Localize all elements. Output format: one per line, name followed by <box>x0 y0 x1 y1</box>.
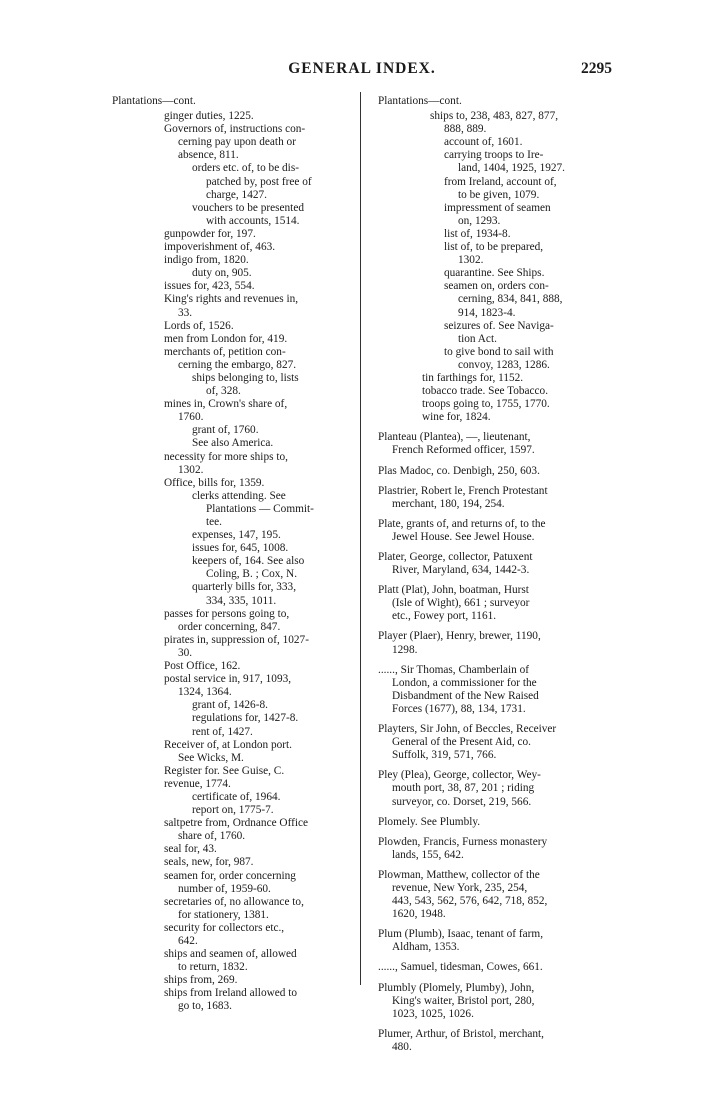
index-entry-line: Plate, grants of, and returns of, to the <box>378 517 546 530</box>
index-entry-line: 1302. <box>458 254 484 267</box>
entry-gap <box>378 511 613 518</box>
index-entry-line: for stationery, 1381. <box>178 908 269 921</box>
index-entry-line: seamen on, orders con- <box>444 280 549 293</box>
index-entry-line: security for collectors etc., <box>164 921 285 934</box>
index-entry-line: patched by, post free of <box>206 175 312 188</box>
index-entry-line: tin farthings for, 1152. <box>422 371 524 384</box>
index-entry-line: tobacco trade. See Tobacco. <box>422 385 549 398</box>
index-entry-line: 1620, 1948. <box>392 908 446 921</box>
index-entry-line: list of, 1934-8. <box>444 227 511 240</box>
index-entry-line: carrying troops to Ire- <box>444 149 544 162</box>
index-entry-line: Plomely. See Plumbly. <box>378 815 481 828</box>
index-entry-line: postal service in, 917, 1093, <box>164 673 292 686</box>
index-entry-line: go to, 1683. <box>178 1000 232 1013</box>
index-entry-line: quarterly bills for, 333, <box>192 581 297 594</box>
entry-gap <box>378 954 613 961</box>
index-entry-line: seal for, 43. <box>164 843 217 856</box>
index-entry-line: necessity for more ships to, <box>164 450 288 463</box>
index-entry-line: London, a commissioner for the <box>392 676 537 689</box>
index-entry-line: River, Maryland, 634, 1442-3. <box>392 564 530 577</box>
index-entry-line: Plowden, Francis, Furness monastery <box>378 835 548 848</box>
index-entry-line: 1302. <box>178 463 204 476</box>
index-entry-line: of, 328. <box>206 385 241 398</box>
index-entry-line: etc., Fowey port, 1161. <box>392 610 497 623</box>
index-entry-line: Plowman, Matthew, collector of the <box>378 868 540 881</box>
index-entry-line: revenue, New York, 235, 254, <box>392 881 528 894</box>
index-entry-line: 1298. <box>392 643 418 656</box>
index-entry-line: grant of, 1760. <box>192 424 259 437</box>
index-entry-line: passes for persons going to, <box>164 607 290 620</box>
entry-gap <box>378 975 613 982</box>
index-entry-line: Platt (Plat), John, boatman, Hurst <box>378 584 529 597</box>
index-entry-line: Pley (Plea), George, collector, Wey- <box>378 769 541 782</box>
entry-gap <box>378 657 613 664</box>
index-entry-line: Disbandment of the New Raised <box>392 689 539 702</box>
index-entry-line: ships and seamen of, allowed <box>164 948 297 961</box>
index-entry-line: mines in, Crown's share of, <box>164 398 288 411</box>
index-entry-line: on, 1293. <box>458 214 501 227</box>
index-entry-line: Plas Madoc, co. Denbigh, 250, 603. <box>378 464 540 477</box>
index-entry-line: cerning, 834, 841, 888, <box>458 293 563 306</box>
index-entry-line: Register for. See Guise, C. <box>164 764 285 777</box>
index-entry-line: impressment of seamen <box>444 201 551 214</box>
index-entry-line: Plumer, Arthur, of Bristol, merchant, <box>378 1027 545 1040</box>
entry-gap <box>378 762 613 769</box>
index-entry-line: ships from, 269. <box>164 974 238 987</box>
index-entry-line: See also America. <box>192 437 274 450</box>
index-entry-line: 480. <box>392 1040 412 1053</box>
index-entry-line: Plastrier, Robert le, French Protestant <box>378 484 548 497</box>
index-entry-line: surveyor, co. Dorset, 219, 566. <box>392 795 532 808</box>
index-entry-line: absence, 811. <box>178 149 239 162</box>
index-entry-line: rent of, 1427. <box>192 725 253 738</box>
index-entry-line: troops going to, 1755, 1770. <box>422 398 550 411</box>
index-entry-line: French Reformed officer, 1597. <box>392 444 535 457</box>
index-entry-line: cerning the embargo, 827. <box>178 358 297 371</box>
index-entry-line: men from London for, 419. <box>164 332 288 345</box>
index-entry-line: issues for, 423, 554. <box>164 280 255 293</box>
index-entry-line: Forces (1677), 88, 134, 1731. <box>392 702 526 715</box>
index-entry-line: ......, Sir Thomas, Chamberlain of <box>378 663 530 676</box>
index-entry-line: See Wicks, M. <box>178 751 244 764</box>
index-entry-line: Coling, B. ; Cox, N. <box>206 568 298 581</box>
index-entry-line: seals, new, for, 987. <box>164 856 254 869</box>
index-entry-line: regulations for, 1427-8. <box>192 712 299 725</box>
index-entry-line: list of, to be prepared, <box>444 241 544 254</box>
index-entry-line: orders etc. of, to be dis- <box>192 162 299 175</box>
index-entry-line: Governors of, instructions con- <box>164 123 306 136</box>
index-entry-line: to give bond to sail with <box>444 345 554 358</box>
entry-gap <box>378 623 613 630</box>
index-entry-line: to return, 1832. <box>178 961 248 974</box>
index-entry-line: Plater, George, collector, Patuxent <box>378 551 533 563</box>
entry-gap <box>378 577 613 584</box>
entry-gap <box>378 1021 613 1028</box>
index-entry-line: Post Office, 162. <box>164 660 241 673</box>
index-entry-line: (Isle of Wight), 661 ; surveyor <box>392 597 530 610</box>
index-entry-line: report on, 1775-7. <box>192 804 274 817</box>
index-entry-line: Playters, Sir John, of Beccles, Receiver <box>378 723 557 736</box>
index-entry-line: Receiver of, at London port. <box>164 738 292 751</box>
right-index-column <box>378 95 613 1054</box>
index-entry-line: tion Act. <box>458 332 497 345</box>
column-heading: Plantations—cont. <box>378 95 462 107</box>
index-entry-line: seizures of. See Naviga- <box>444 319 554 332</box>
index-entry-line: pirates in, suppression of, 1027- <box>164 633 309 646</box>
index-entry-line: convoy, 1283, 1286. <box>458 358 550 371</box>
index-entry-line: merchants of, petition con- <box>164 345 286 358</box>
index-entry-line: number of, 1959-60. <box>178 882 271 895</box>
entry-gap <box>378 716 613 723</box>
index-entry-line: Player (Plaer), Henry, brewer, 1190, <box>378 630 541 643</box>
index-entry-line: indigo from, 1820. <box>164 254 249 267</box>
index-entry-line: 1324, 1364. <box>178 686 232 699</box>
index-entry-line: mouth port, 38, 87, 201 ; riding <box>392 782 535 795</box>
index-entry-line: tee. <box>206 516 222 528</box>
index-entry-line: Office, bills for, 1359. <box>164 476 265 489</box>
index-entry-line: 33. <box>178 306 193 319</box>
index-entry-line: King's waiter, Bristol port, 280, <box>392 994 535 1007</box>
index-entry-line: Lords of, 1526. <box>164 319 234 332</box>
entry-gap <box>378 424 613 431</box>
index-entry-line: issues for, 645, 1008. <box>192 542 289 555</box>
index-entry-line: lands, 155, 642. <box>392 848 464 861</box>
index-entry-line: clerks attending. See <box>192 489 286 502</box>
index-entry-line: grant of, 1426-8. <box>192 699 268 712</box>
index-entry-line: vouchers to be presented <box>192 201 304 214</box>
index-entry-line: ships from Ireland allowed to <box>164 987 298 1000</box>
index-entry-line: order concerning, 847. <box>178 620 281 633</box>
page-header <box>112 60 612 84</box>
index-entry-line: King's rights and revenues in, <box>164 293 299 306</box>
index-entry-line: 30. <box>178 646 193 659</box>
index-entry-line: 642. <box>178 935 198 947</box>
index-entry-line: ships belonging to, lists <box>192 371 299 384</box>
column-heading: Plantations—cont. <box>112 95 196 107</box>
index-entry-line: duty on, 905. <box>192 267 252 280</box>
index-entry-line: Aldham, 1353. <box>392 941 460 954</box>
entry-gap <box>378 544 613 551</box>
index-entry-line: account of, 1601. <box>444 136 523 149</box>
index-entry-line: Plantations — Commit- <box>206 502 314 515</box>
index-entry-line: Suffolk, 319, 571, 766. <box>392 749 497 762</box>
index-entry-line: cerning pay upon death or <box>178 136 296 149</box>
index-entry-line: seamen for, order concerning <box>164 869 296 882</box>
entry-gap <box>378 809 613 816</box>
entry-gap <box>378 478 613 485</box>
index-entry-line: share of, 1760. <box>178 830 246 843</box>
index-entry-line: 443, 543, 562, 576, 642, 718, 852, <box>392 895 548 908</box>
index-entry-line: ships to, 238, 483, 827, 877, <box>430 110 559 123</box>
index-entry-line: Plumbly (Plomely, Plumby), John, <box>378 981 535 994</box>
index-entry-line: expenses, 147, 195. <box>192 529 281 542</box>
entry-gap <box>378 829 613 836</box>
index-entry-line: with accounts, 1514. <box>206 214 300 227</box>
entry-gap <box>378 921 613 928</box>
entry-gap <box>378 862 613 869</box>
index-entry-line: quarantine. See Ships. <box>444 267 545 280</box>
index-entry-line: wine for, 1824. <box>422 411 491 424</box>
index-entry-line: 334, 335, 1011. <box>206 594 277 607</box>
index-entry-line: 914, 1823-4. <box>458 306 516 319</box>
index-entry-line: to be given, 1079. <box>458 188 540 201</box>
entry-gap <box>378 458 613 465</box>
index-entry-line: ......, Samuel, tidesman, Cowes, 661. <box>378 961 543 974</box>
index-entry-line: 888, 889. <box>444 123 487 136</box>
index-entry-line: gunpowder for, 197. <box>164 227 256 240</box>
index-entry-line: ginger duties, 1225. <box>164 110 254 123</box>
index-entry-line: revenue, 1774. <box>164 777 231 790</box>
column-divider <box>360 92 361 985</box>
index-entry-line: 1023, 1025, 1026. <box>392 1007 474 1020</box>
index-entry-line: merchant, 180, 194, 254. <box>392 497 505 510</box>
index-entry-line: Planteau (Plantea), —, lieutenant, <box>378 431 531 444</box>
index-entry-line: Jewel House. See Jewel House. <box>392 530 535 543</box>
page-title: GENERAL INDEX. <box>288 60 436 77</box>
index-entry-line: 1760. <box>178 411 204 424</box>
index-entry-line: secretaries of, no allowance to, <box>164 895 304 908</box>
index-entry-line: charge, 1427. <box>206 188 267 201</box>
index-entry-line: Plum (Plumb), Isaac, tenant of farm, <box>378 928 544 941</box>
index-entry-line: General of the Present Aid, co. <box>392 736 531 749</box>
index-entry-line: land, 1404, 1925, 1927. <box>458 162 566 175</box>
index-entry-line: impoverishment of, 463. <box>164 241 276 254</box>
page-number: 2295 <box>581 60 612 77</box>
index-entry-line: from Ireland, account of, <box>444 175 557 188</box>
left-index-column <box>112 95 350 1014</box>
index-entry-line: certificate of, 1964. <box>192 790 281 803</box>
index-entry-line: keepers of, 164. See also <box>192 555 305 568</box>
index-entry-line: saltpetre from, Ordnance Office <box>164 817 309 830</box>
